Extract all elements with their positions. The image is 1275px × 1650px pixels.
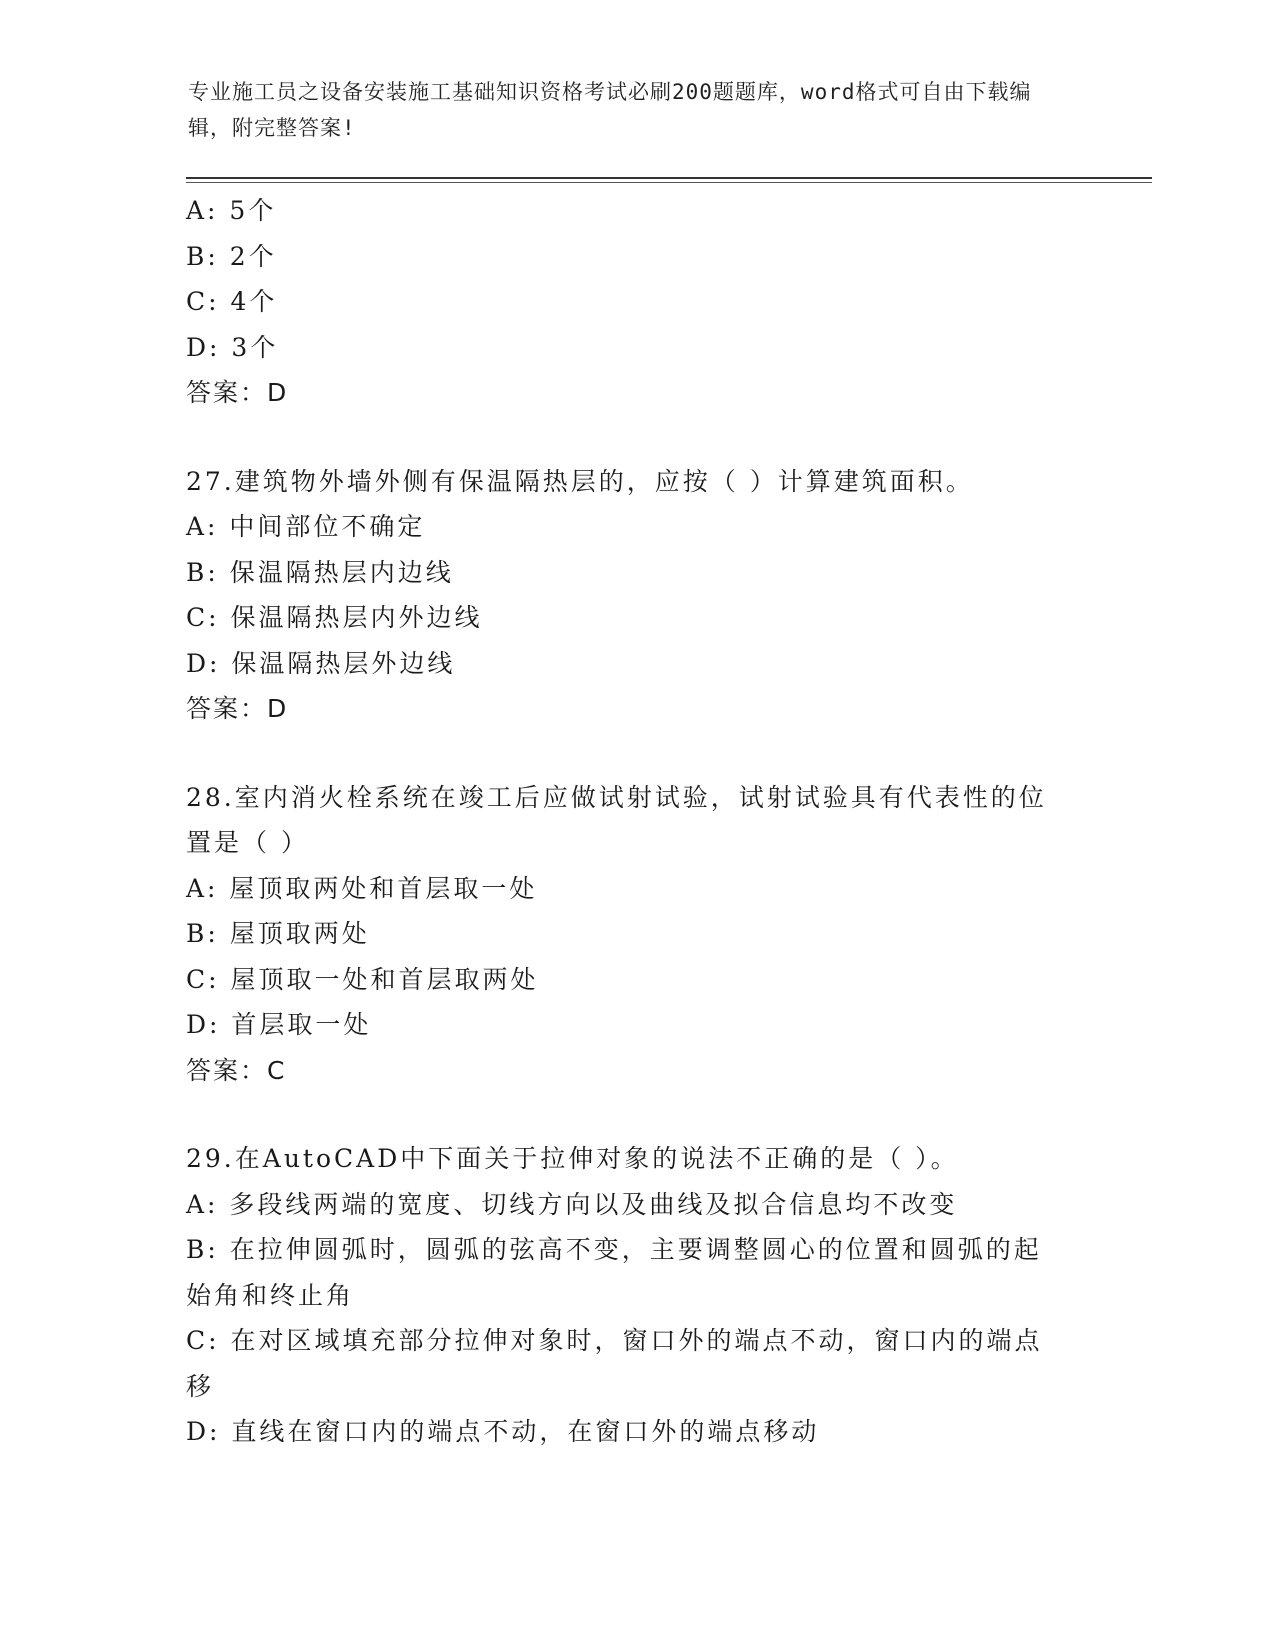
- question-stem-line-1: 28.室内消火栓系统在竣工后应做试射试验，试射试验具有代表性的位: [186, 782, 1047, 812]
- option-d: D: 保温隔热层外边线: [186, 648, 456, 678]
- page-header-title: 专业施工员之设备安装施工基础知识资格考试必刷200题题库，word格式可自由下载编辑，附完整答案!: [188, 80, 1032, 140]
- option-a: A: 中间部位不确定: [186, 512, 426, 541]
- option-c: C: 4个: [186, 287, 278, 316]
- option-c: C: 屋顶取一处和首层取两处: [186, 964, 539, 994]
- spacer: [186, 1093, 1086, 1136]
- option-d: D: 直线在窗口内的端点不动，在窗口外的端点移动: [186, 1417, 820, 1446]
- answer-line: 答案：D: [186, 694, 289, 723]
- question-27-block: [186, 459, 1086, 732]
- question-stem: 27.建筑物外墙外侧有保温隔热层的，应按（ ）计算建筑面积。: [186, 466, 974, 496]
- option-d: D: 首层取一处: [186, 1010, 372, 1039]
- answer-line: 答案：D: [186, 378, 289, 407]
- option-b: B: 屋顶取两处: [186, 919, 370, 948]
- option-b: B: 2个: [186, 241, 277, 271]
- question-29-block: [186, 1136, 1086, 1455]
- option-c-line-1: C: 在对区域填充部分拉伸对象时，窗口外的端点不动，窗口内的端点: [186, 1326, 1043, 1355]
- question-stem-line-2: 置是（ ）: [186, 828, 309, 857]
- option-b-line-1: B: 在拉伸圆弧时，圆弧的弦高不变，主要调整圆心的位置和圆弧的起: [186, 1235, 1042, 1264]
- header-divider-thin: [186, 182, 1152, 183]
- header-divider-thick: [186, 177, 1152, 179]
- spacer: [186, 416, 1086, 459]
- option-d: D: 3个: [186, 332, 279, 362]
- option-b-line-2: 始角和终止角: [186, 1280, 355, 1310]
- spacer: [186, 732, 1086, 775]
- option-a: A: 屋顶取两处和首层取一处: [186, 873, 538, 903]
- option-a: A: 多段线两端的宽度、切线方向以及曲线及拟合信息均不改变: [186, 1189, 958, 1219]
- question-content: [186, 188, 1086, 1455]
- option-b: B: 保温隔热层内边线: [186, 557, 454, 587]
- prev-question-block: [186, 188, 1086, 416]
- question-28-block: [186, 775, 1086, 1094]
- option-a: A: 5个: [186, 196, 277, 225]
- option-c: C: 保温隔热层内外边线: [186, 603, 483, 632]
- option-c-line-2: 移: [186, 1371, 215, 1401]
- question-stem: 29.在AutoCAD中下面关于拉伸对象的说法不正确的是（ ）。: [186, 1144, 959, 1173]
- answer-line: 答案：C: [186, 1055, 287, 1085]
